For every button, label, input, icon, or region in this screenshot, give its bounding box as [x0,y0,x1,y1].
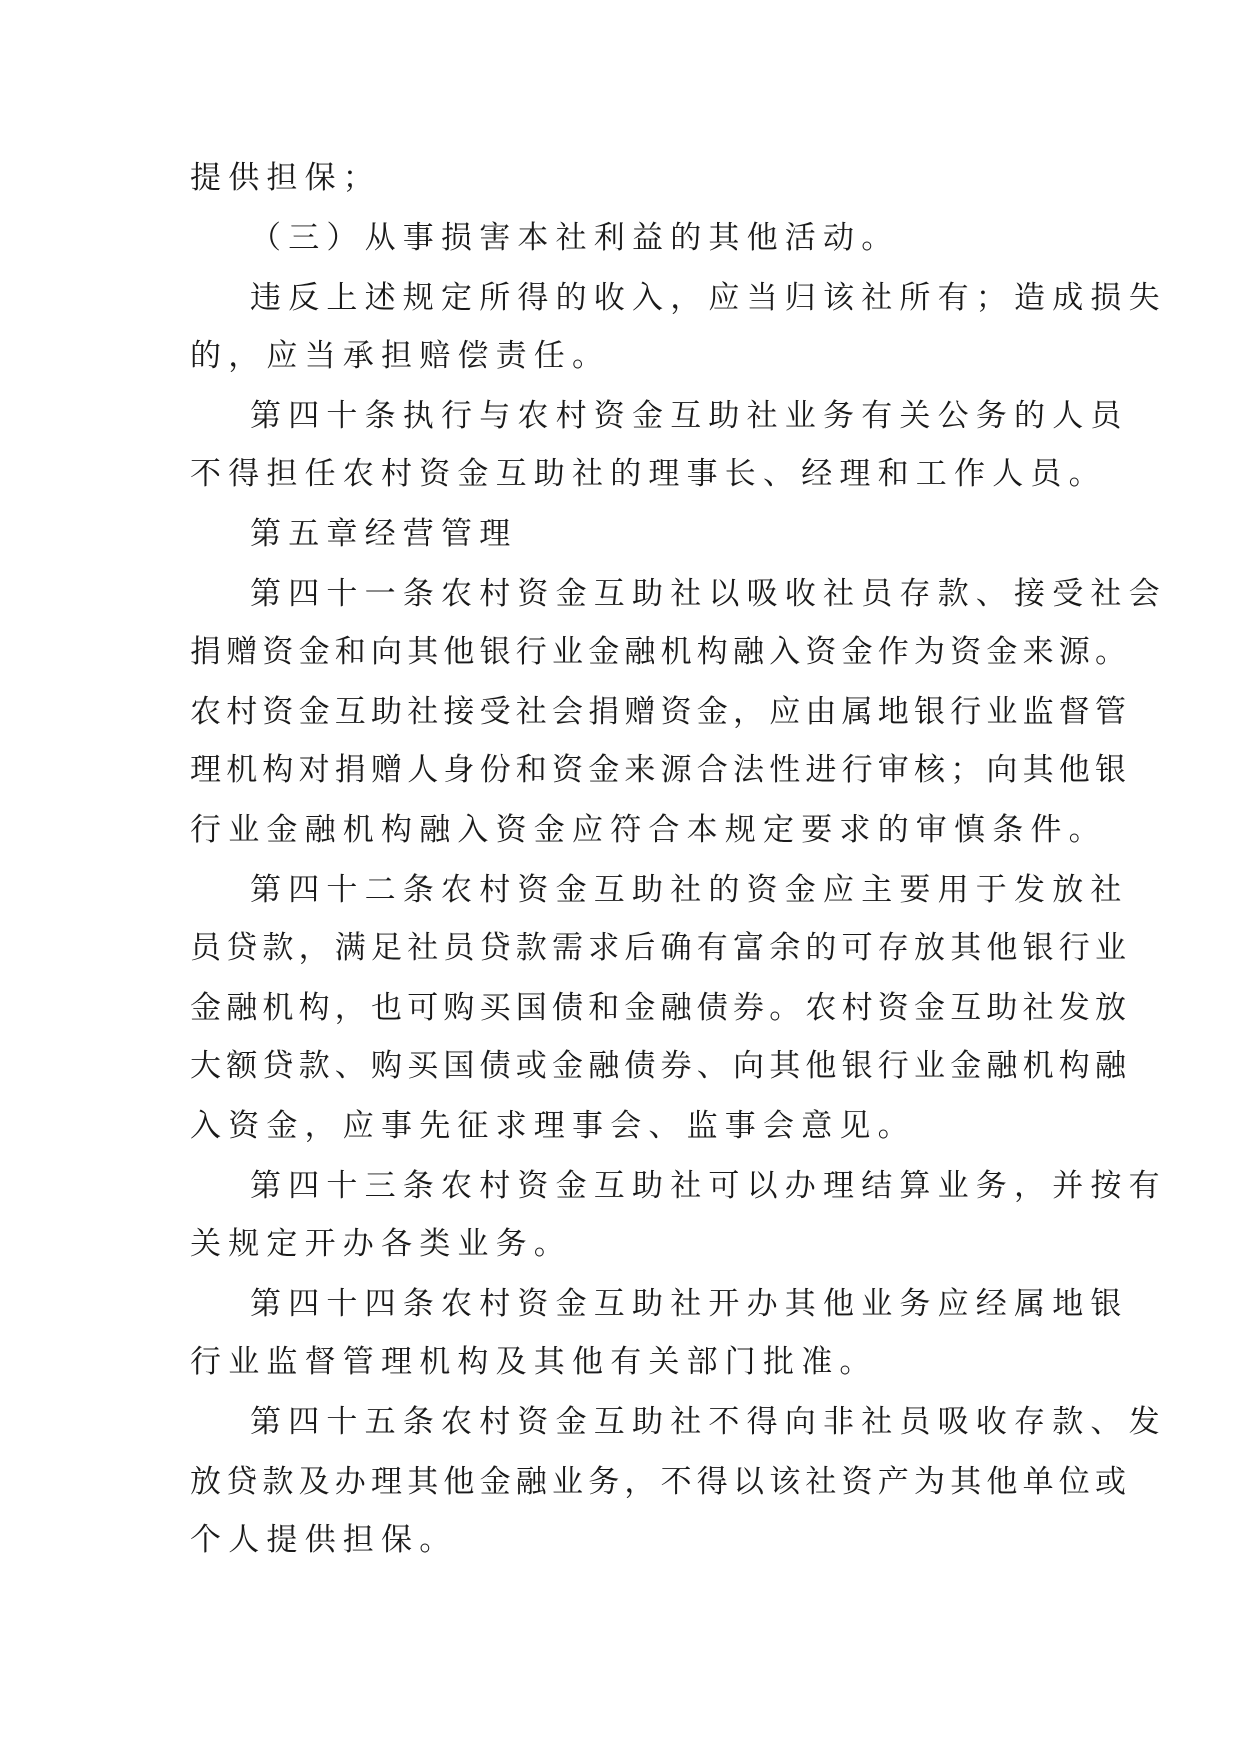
text-line: 不得担任农村资金互助社的理事长、经理和工作人员。 [190,456,1107,492]
text-line: 入资金，应事先征求理事会、监事会意见。 [190,1108,916,1144]
text-line: 行业监督管理机构及其他有关部门批准。 [190,1344,878,1380]
text-line: 第四十五条农村资金互助社不得向非社员吸收存款、发 [250,1404,1167,1440]
text-line: 关规定开办各类业务。 [190,1226,572,1262]
text-line: 第四十条执行与农村资金互助社业务有关公务的人员 [250,398,1129,434]
text-line: 理机构对捐赠人身份和资金来源合法性进行审核；向其他银 [190,752,1132,788]
text-line: 大额贷款、购买国债或金融债券、向其他银行业金融机构融 [190,1048,1132,1084]
text-line: 员贷款，满足社员贷款需求后确有富余的可存放其他银行业 [190,930,1132,966]
text-line: 农村资金互助社接受社会捐赠资金，应由属地银行业监督管 [190,694,1132,730]
text-line: 第四十二条农村资金互助社的资金应主要用于发放社 [250,872,1129,908]
text-line: 第四十一条农村资金互助社以吸收社员存款、接受社会 [250,576,1167,612]
text-line: 行业金融机构融入资金应符合本规定要求的审慎条件。 [190,812,1107,848]
text-line: 违反上述规定所得的收入，应当归该社所有；造成损失 [250,280,1167,316]
text-line: 放贷款及办理其他金融业务，不得以该社资产为其他单位或 [190,1464,1132,1500]
text-line: 提供担保； [190,160,381,196]
text-line: （三）从事损害本社利益的其他活动。 [250,220,900,256]
text-line: 个人提供担保。 [190,1522,458,1558]
text-line: 第四十四条农村资金互助社开办其他业务应经属地银 [250,1286,1129,1322]
text-line: 金融机构，也可购买国债和金融债券。农村资金互助社发放 [190,990,1132,1026]
text-line: 的，应当承担赔偿责任。 [190,338,611,374]
chapter-heading: 第五章经营管理 [250,516,518,552]
text-line: 捐赠资金和向其他银行业金融机构融入资金作为资金来源。 [190,634,1132,670]
text-line: 第四十三条农村资金互助社可以办理结算业务，并按有 [250,1168,1167,1204]
